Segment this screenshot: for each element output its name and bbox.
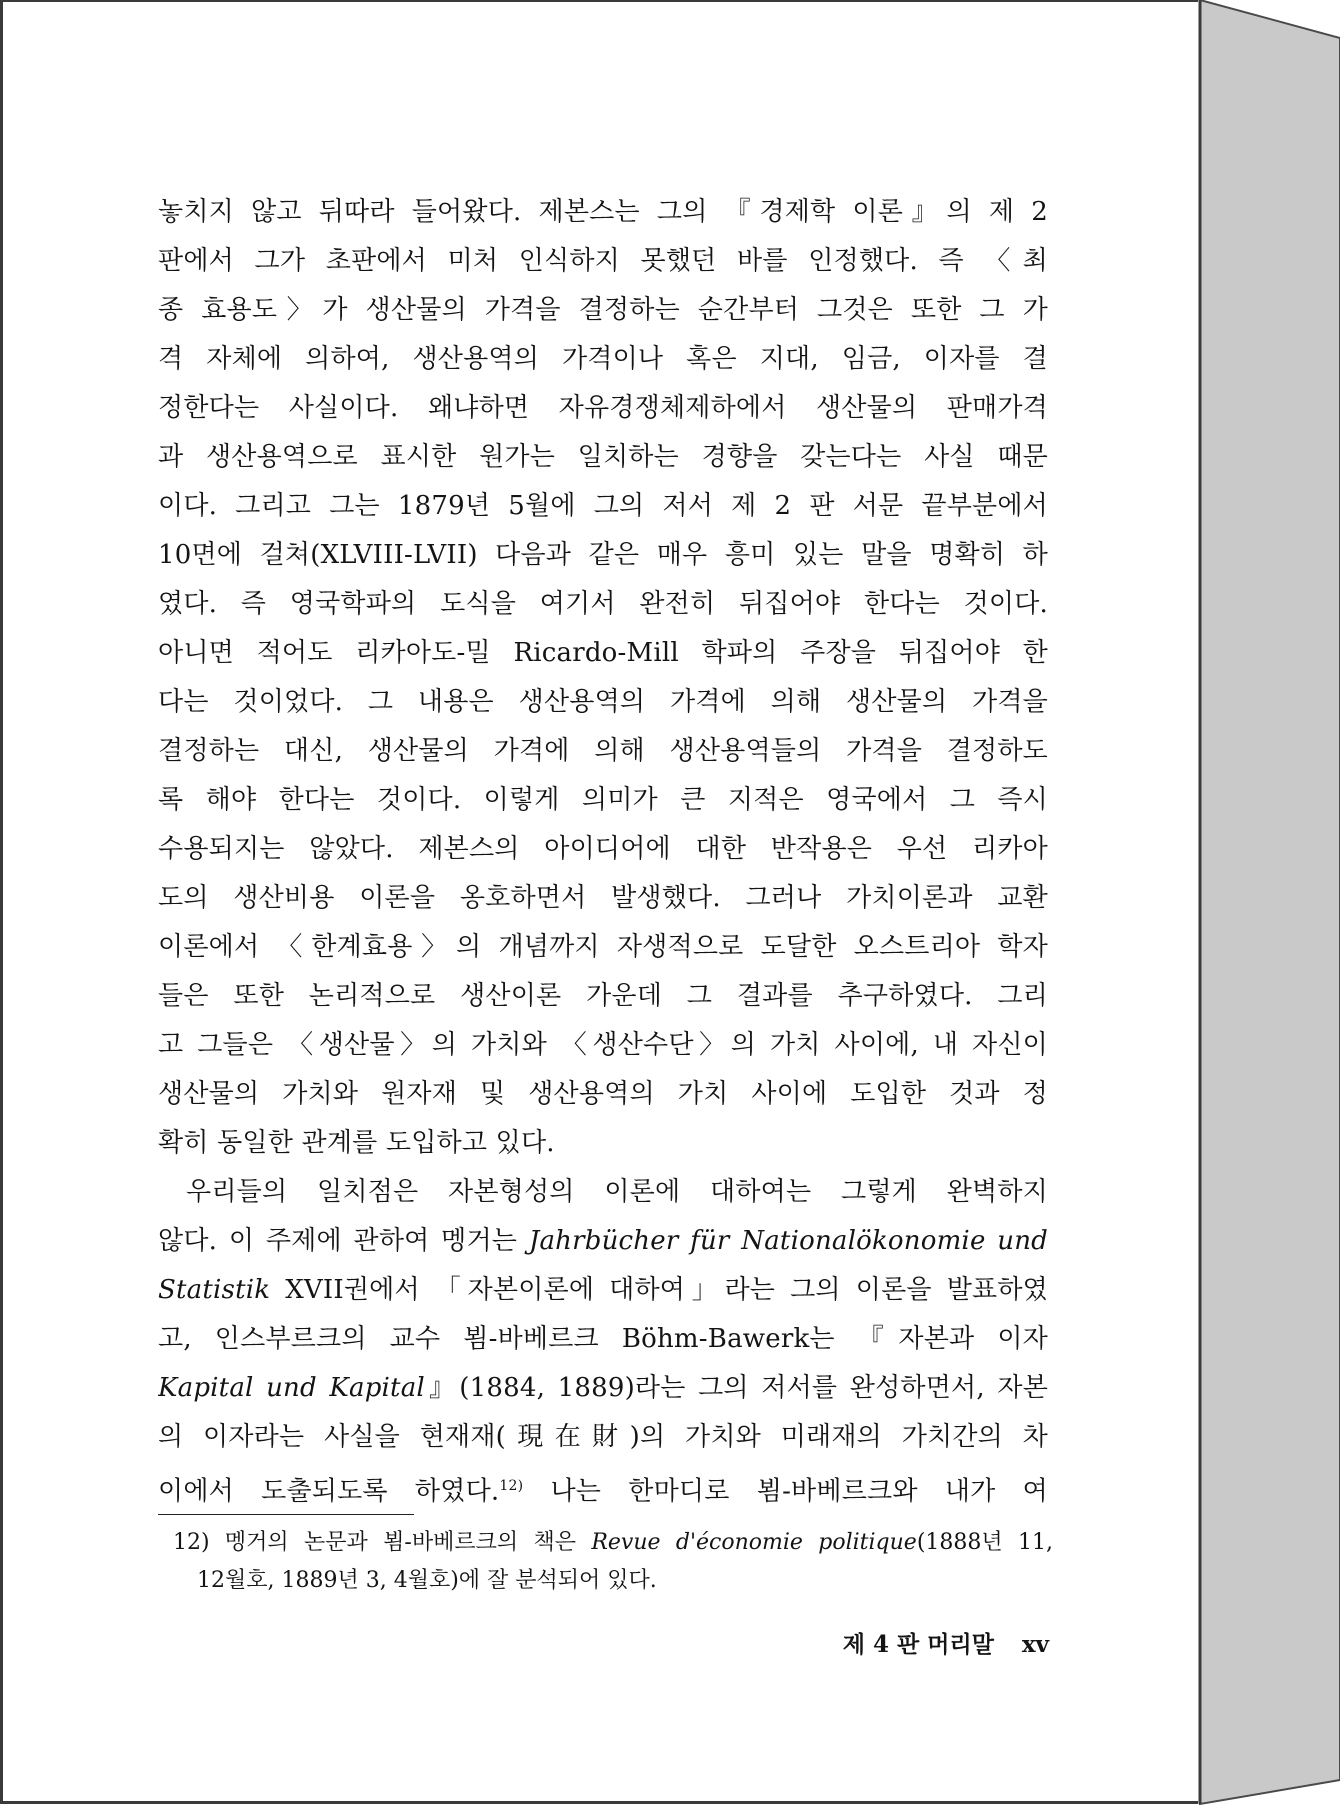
- italic-title: Kapital und Kapital: [158, 1373, 425, 1403]
- page-number: xv: [1021, 1631, 1049, 1658]
- text-line: 다는 것이었다. 그 내용은 생산용역의 가격에 의해 생산물의 가격을: [158, 687, 1048, 717]
- running-footer: [813, 1626, 1049, 1659]
- running-title: 제 4 판 머리말: [842, 1631, 994, 1658]
- text-line: 과 생산용역으로 표시한 원가는 일치하는 경향을 갖는다는 사실 때문: [158, 442, 1048, 472]
- text-line: 들은 또한 논리적으로 생산이론 가운데 그 결과를 추구하였다. 그리: [158, 981, 1048, 1011]
- text-span: 』(1884, 1889)라는 그의 저서를 완성하면서, 자본: [424, 1373, 1048, 1403]
- text-line: 고, 인스부르크의 교수 뵘-바베르크 Böhm-Bawerk는 『자본과 이자: [158, 1324, 1048, 1354]
- italic-title: Jahrbücher für Nationalökonomie und: [528, 1226, 1048, 1256]
- text-line: 확히 동일한 관계를 도입하고 있다.: [158, 1128, 555, 1158]
- text-line: 였다. 즉 영국학파의 도식을 여기서 완전히 뒤집어야 한다는 것이다.: [158, 589, 1048, 619]
- text-span: 이에서 도출되도록 하였다.: [158, 1476, 500, 1507]
- footnote-rule: [158, 1514, 414, 1515]
- text-line: 도의 생산비용 이론을 옹호하면서 발생했다. 그러나 가치이론과 교환: [158, 883, 1048, 913]
- text-line: 결정하는 대신, 생산물의 가격에 의해 생산용역들의 가격을 결정하도: [158, 736, 1048, 766]
- text-line: 10면에 걸쳐(XLVIII-LVII) 다음과 같은 매우 흥미 있는 말을 명확히 하: [158, 540, 1048, 570]
- text-line: 놓치지 않고 뒤따라 들어왔다. 제본스는 그의 『경제학 이론』의 제 2: [158, 197, 1048, 227]
- text-span: (1888년 11,: [916, 1530, 1053, 1555]
- text-line: 종 효용도〉가 생산물의 가격을 결정하는 순간부터 그것은 또한 그 가: [158, 295, 1048, 325]
- text-line: [158, 1462, 1048, 1511]
- text-span: XVII권에서 「자본이론에 대하여」라는 그의 이론을 발표하였: [270, 1275, 1048, 1305]
- footnote-ref: 12): [499, 1478, 524, 1494]
- footnote-line: [173, 1524, 1053, 1562]
- text-line: 수용되지는 않았다. 제본스의 아이디어에 대한 반작용은 우선 리카아: [158, 834, 1048, 864]
- footnote-line: 12월호, 1889년 3, 4월호)에 잘 분석되어 있다.: [197, 1568, 657, 1593]
- text-line: [158, 1266, 1048, 1315]
- text-span: 않다. 이 주제에 관하여 멩거는: [158, 1226, 529, 1256]
- text-line: [158, 1364, 1048, 1413]
- text-span: 나는 한마디로 뵘-바베르크와 내가 여: [523, 1476, 1048, 1507]
- text-line: 이론에서 〈한계효용〉의 개념까지 자생적으로 도달한 오스트리아 학자: [158, 932, 1048, 962]
- text-line: 판에서 그가 초판에서 미처 인식하지 못했던 바를 인정했다. 즉 〈최: [158, 246, 1048, 276]
- text-line: 고 그들은 〈생산물〉의 가치와 〈생산수단〉의 가치 사이에, 내 자신이: [158, 1030, 1048, 1060]
- italic-title: Statistik: [158, 1275, 271, 1305]
- text-span: 12) 멩거의 논문과 뵘-바베르크의 책은: [173, 1530, 592, 1555]
- footnote: [173, 1524, 1053, 1600]
- book-page-edge: [1198, 0, 1340, 1806]
- text-line: 의 이자라는 사실을 현재재(現在財)의 가치와 미래재의 가치간의 차: [158, 1422, 1048, 1452]
- italic-title: Revue d'économie politique: [591, 1530, 917, 1555]
- text-line: 격 자체에 의하여, 생산용역의 가격이나 혹은 지대, 임금, 이자를 결: [158, 344, 1048, 374]
- paragraph-2: [158, 1168, 1048, 1511]
- text-line: 아니면 적어도 리카아도-밀 Ricardo-Mill 학파의 주장을 뒤집어야 한: [158, 638, 1048, 668]
- text-line: 정한다는 사실이다. 왜냐하면 자유경쟁체제하에서 생산물의 판매가격: [158, 393, 1048, 423]
- text-line: 우리들의 일치점은 자본형성의 이론에 대하여는 그렇게 완벽하지: [186, 1177, 1048, 1207]
- text-line: 생산물의 가치와 원자재 및 생산용역의 가치 사이에 도입한 것과 정: [158, 1079, 1048, 1109]
- text-line: 이다. 그리고 그는 1879년 5월에 그의 저서 제 2 판 서문 끝부분에서: [158, 491, 1048, 521]
- text-line: [158, 1217, 1048, 1266]
- text-line: 록 해야 한다는 것이다. 이렇게 의미가 큰 지적은 영국에서 그 즉시: [158, 785, 1048, 815]
- paragraph-1: [158, 188, 1048, 1168]
- body-text: [158, 188, 1048, 1511]
